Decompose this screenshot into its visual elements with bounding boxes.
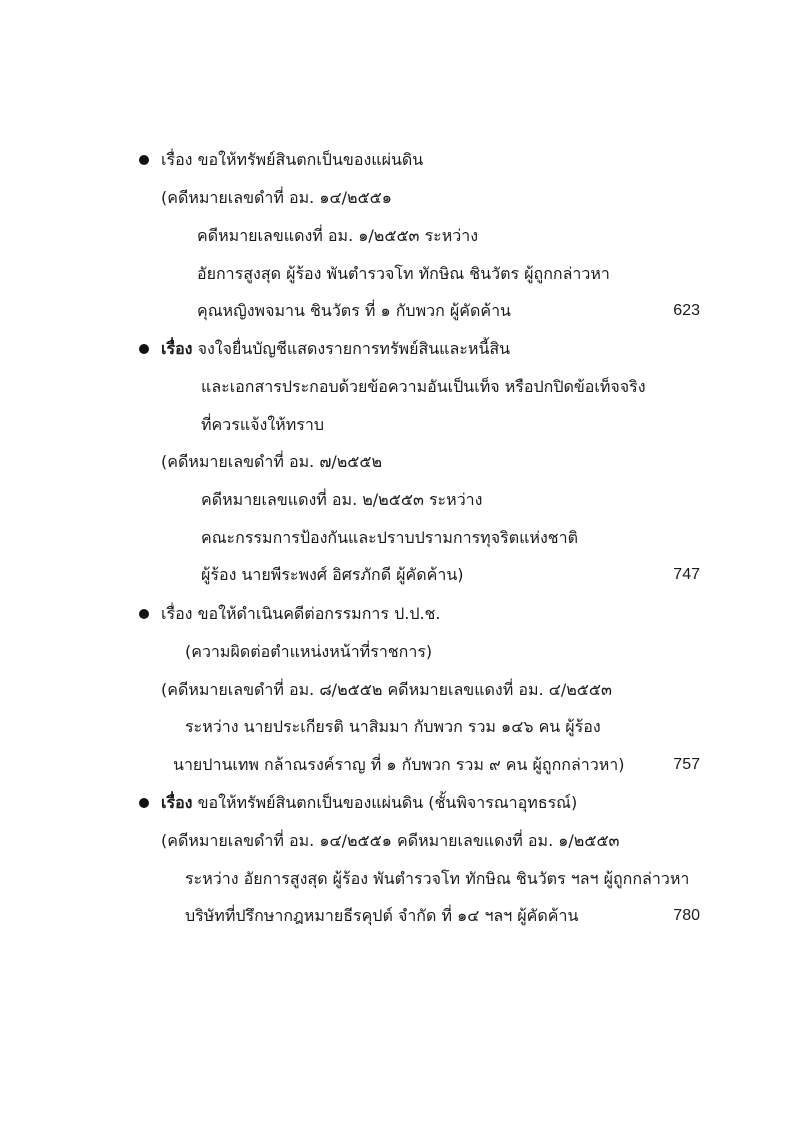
- page-number: 623: [673, 302, 700, 319]
- entry-3-line-4: นายปานเทพ กล้าณรงค์ราญ ที่ ๑ กับพวก รวม ๙ คน ผู้ถูกกล่าวหา): [173, 755, 625, 774]
- page-number: 757: [673, 756, 700, 773]
- entry-2-line-3: (คดีหมายเลขดำที่ อม. ๗/๒๕๕๒: [161, 452, 383, 471]
- entry-1-topic: [161, 150, 423, 170]
- entry-4-topic: [161, 793, 577, 813]
- entry-2-line-1: และเอกสารประกอบด้วยข้อความอันเป็นเท็จ หรือปกปิดข้อเท็จจริง: [201, 377, 646, 396]
- entry-1-line-3: อัยการสูงสุด ผู้ร้อง พันตำรวจโท ทักษิณ ชินวัตร ผู้ถูกกล่าวหา: [197, 264, 610, 283]
- bullet-icon: [139, 609, 149, 619]
- entry-1-line-2: คดีหมายเลขแดงที่ อม. ๑/๒๕๕๓ ระหว่าง: [197, 226, 479, 245]
- topic-text: ขอให้ทรัพย์สินตกเป็นของแผ่นดิน (ชั้นพิจารณาอุทธรณ์): [197, 793, 578, 812]
- topic-text: จงใจยื่นบัญชีแสดงรายการทรัพย์สินและหนี้สิน: [197, 339, 511, 358]
- entry-4-line-1: (คดีหมายเลขดำที่ อม. ๑๔/๒๕๕๑ คดีหมายเลขแดงที่ อม. ๑/๒๕๕๓: [161, 831, 620, 850]
- entry-3-topic: [161, 604, 441, 624]
- page-number: 747: [673, 566, 700, 583]
- entry-2-line-5: คณะกรรมการป้องกันและปราบปรามการทุจริตแห่งชาติ: [201, 528, 578, 547]
- bullet-icon: [139, 798, 149, 808]
- entry-3-line-1: (ความผิดต่อตำแหน่งหน้าที่ราชการ): [185, 642, 433, 661]
- entry-2-line-6: ผู้ร้อง นายพีระพงศ์ อิศรภักดี ผู้คัดค้าน): [201, 565, 464, 584]
- entry-1-line-1: (คดีหมายเลขดำที่ อม. ๑๔/๒๕๕๑: [161, 188, 392, 207]
- entry-3-line-2: (คดีหมายเลขดำที่ อม. ๘/๒๕๕๒ คดีหมายเลขแดงที่ อม. ๔/๒๕๕๓: [161, 680, 612, 699]
- topic-label: เรื่อง: [161, 339, 193, 358]
- bullet-icon: [139, 155, 149, 165]
- topic-text: ขอให้ดำเนินคดีต่อกรรมการ ป.ป.ช.: [197, 604, 441, 623]
- entry-2-topic: [161, 339, 510, 359]
- entry-4-line-3: บริษัทที่ปรึกษากฎหมายธีรคุปต์ จำกัด ที่ ๑๔ ฯลฯ ผู้คัดค้าน: [185, 906, 579, 925]
- entry-1-line-4: คุณหญิงพจมาน ชินวัตร ที่ ๑ กับพวก ผู้คัดค้าน: [197, 301, 511, 320]
- entry-4-line-2: ระหว่าง อัยการสูงสุด ผู้ร้อง พันตำรวจโท ทักษิณ ชินวัตร ฯลฯ ผู้ถูกกล่าวหา: [185, 869, 690, 888]
- bullet-icon: [139, 344, 149, 354]
- page-number: 780: [673, 907, 700, 924]
- entry-2-line-4: คดีหมายเลขแดงที่ อม. ๒/๒๕๕๓ ระหว่าง: [201, 490, 483, 509]
- topic-label: เรื่อง: [161, 793, 193, 812]
- entry-2-line-2: ที่ควรแจ้งให้ทราบ: [201, 415, 324, 434]
- topic-label: เรื่อง: [161, 604, 193, 623]
- entry-3-line-3: ระหว่าง นายประเกียรติ นาสิมมา กับพวก รวม ๑๔๖ คน ผู้ร้อง: [185, 717, 601, 736]
- topic-text: ขอให้ทรัพย์สินตกเป็นของแผ่นดิน: [197, 150, 424, 169]
- topic-label: เรื่อง: [161, 150, 193, 169]
